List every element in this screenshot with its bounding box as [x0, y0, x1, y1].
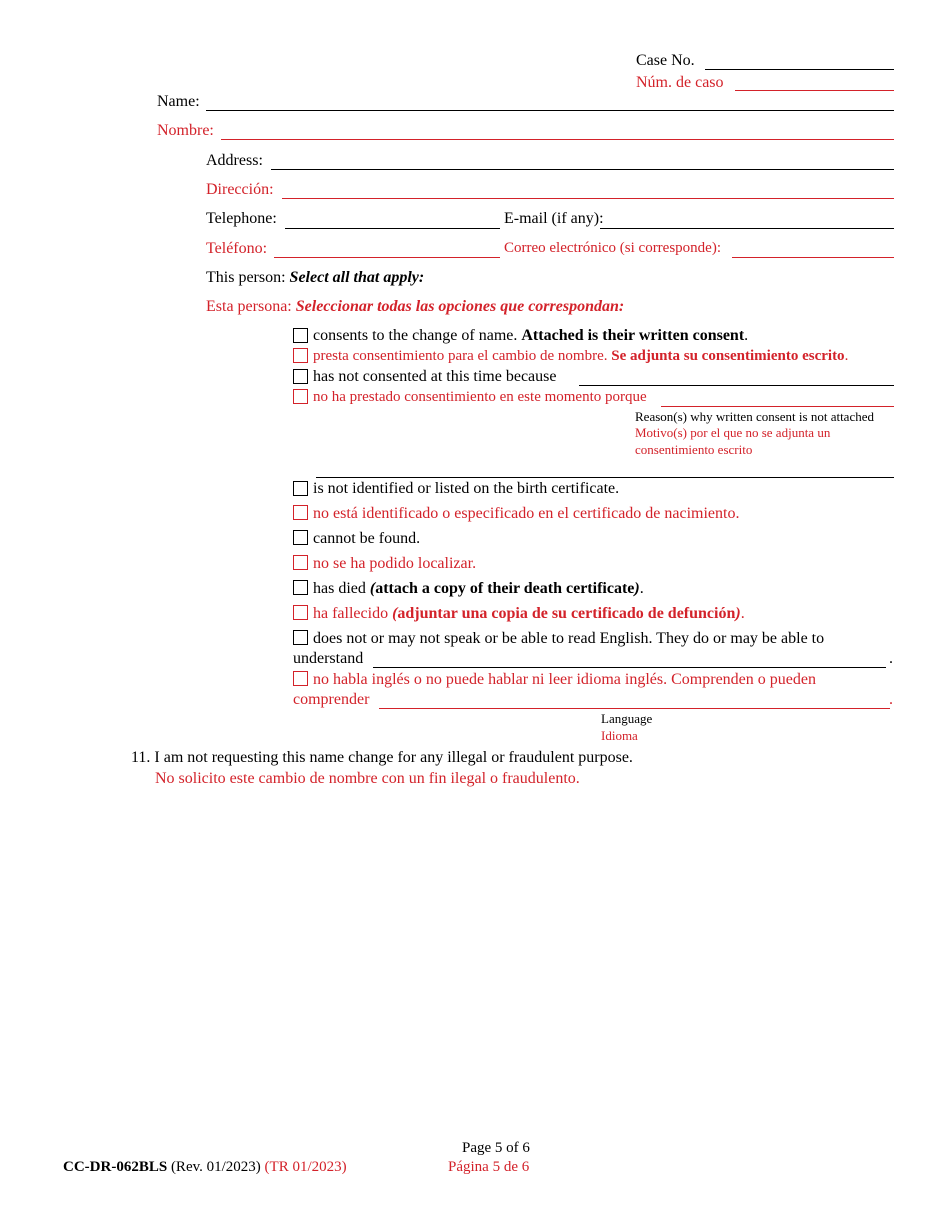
- not-consented-reason-field[interactable]: [579, 385, 894, 386]
- has-died-open-paren: (: [369, 580, 376, 597]
- not-consented-checkbox-es[interactable]: [293, 389, 308, 404]
- case-no-label-es: Núm. de caso: [636, 74, 724, 91]
- language-text-1: does not or may not speak or be able to read English. They do or may be able to: [313, 630, 825, 647]
- address-field[interactable]: [271, 169, 894, 170]
- name-label-es: Nombre:: [157, 122, 214, 139]
- telephone-label-es: Teléfono:: [206, 240, 268, 257]
- has-died-text-bold: attach a copy of their death certificate: [375, 580, 635, 597]
- consent-text-es: [313, 348, 848, 365]
- consent-text-es-bold: Se adjunta su consentimiento escrito: [611, 348, 845, 364]
- form-id: CC-DR-062BLS: [63, 1159, 168, 1175]
- name-field-es[interactable]: [221, 139, 894, 140]
- reason-caption-es-2: consentimiento escrito: [635, 442, 753, 457]
- email-label: E-mail (if any):: [504, 210, 604, 227]
- address-label-es: Dirección:: [206, 181, 274, 198]
- has-died-text-plain: has died: [313, 580, 366, 597]
- consent-text-es-end: .: [844, 348, 849, 364]
- language-field[interactable]: [373, 667, 886, 668]
- item-11-number: 11.: [131, 749, 151, 766]
- select-all-instruction-es: Seleccionar todas las opciones que correspondan:: [295, 298, 625, 315]
- has-died-es-end: .: [740, 605, 745, 622]
- has-died-text-es-plain: ha fallecido: [313, 605, 389, 622]
- has-died-checkbox[interactable]: [293, 580, 308, 595]
- not-consented-text: has not consented at this time because: [313, 368, 557, 385]
- cannot-be-found-text-es: no se ha podido localizar.: [313, 555, 477, 572]
- has-died-es-open-paren: (: [392, 605, 398, 622]
- this-person-heading: [206, 269, 424, 287]
- address-field-es[interactable]: [282, 198, 894, 199]
- telephone-label: Telephone:: [206, 210, 277, 227]
- reason-caption-es-1: Motivo(s) por el que no se adjunta un: [635, 425, 831, 440]
- telephone-field[interactable]: [285, 228, 500, 229]
- page-number-es: Página 5 de 6: [448, 1159, 530, 1175]
- language-text-2: understand: [293, 650, 364, 667]
- cannot-be-found-text: cannot be found.: [313, 530, 421, 547]
- not-identified-checkbox-es[interactable]: [293, 505, 308, 520]
- consent-text-plain: consents to the change of name.: [313, 327, 518, 344]
- form-translation-revision: (TR 01/2023): [264, 1159, 347, 1175]
- case-no-label: Case No.: [636, 52, 695, 69]
- not-identified-text-es: no está identificado o especificado en el certificado de nacimiento.: [313, 505, 740, 522]
- page-number: Page 5 of 6: [462, 1140, 530, 1156]
- not-identified-checkbox[interactable]: [293, 481, 308, 496]
- not-consented-reason-field-es[interactable]: [661, 406, 894, 407]
- has-died-es-close-paren: ): [735, 605, 741, 622]
- consent-text: [313, 327, 748, 345]
- consent-text-end: .: [744, 327, 749, 344]
- email-field[interactable]: [600, 228, 894, 229]
- language-caption-es: Idioma: [601, 728, 638, 743]
- address-label: Address:: [206, 152, 263, 169]
- form-revision: (Rev. 01/2023): [170, 1159, 261, 1175]
- item-11-text: I am not requesting this name change for any illegal or fraudulent purpose.: [154, 749, 633, 766]
- this-person-label: This person:: [206, 269, 286, 286]
- item-11-text-es: No solicito este cambio de nombre con un fin ilegal o fraudulento.: [155, 770, 580, 787]
- this-person-heading-es: [206, 298, 624, 316]
- name-field[interactable]: [206, 110, 894, 111]
- language-caption: Language: [601, 711, 653, 726]
- email-label-es: Correo electrónico (si corresponde):: [504, 240, 721, 256]
- consent-checkbox[interactable]: [293, 328, 308, 343]
- language-text-es-2: comprender: [293, 691, 370, 708]
- language-field-es[interactable]: [379, 708, 890, 709]
- has-died-end: .: [639, 580, 644, 597]
- not-identified-text: is not identified or listed on the birth certificate.: [313, 480, 620, 497]
- consent-checkbox-es[interactable]: [293, 348, 308, 363]
- case-no-field[interactable]: [705, 69, 894, 70]
- this-person-label-es: Esta persona:: [206, 298, 292, 315]
- reason-caption: Reason(s) why written consent is not attached: [635, 409, 874, 424]
- form-id-line: [63, 1159, 347, 1176]
- case-no-field-es[interactable]: [735, 90, 894, 91]
- has-died-text-es-bold: adjuntar una copia de su certificado de defunción: [397, 605, 736, 622]
- consent-text-es-plain: presta consentimiento para el cambio de nombre.: [313, 348, 608, 364]
- reason-extra-line[interactable]: [316, 477, 894, 478]
- has-died-checkbox-es[interactable]: [293, 605, 308, 620]
- language-checkbox[interactable]: [293, 630, 308, 645]
- language-checkbox-es[interactable]: [293, 671, 308, 686]
- not-consented-checkbox[interactable]: [293, 369, 308, 384]
- cannot-be-found-checkbox[interactable]: [293, 530, 308, 545]
- consent-text-bold: Attached is their written consent: [521, 327, 745, 344]
- telephone-field-es[interactable]: [274, 257, 500, 258]
- has-died-text: [313, 580, 644, 598]
- cannot-be-found-checkbox-es[interactable]: [293, 555, 308, 570]
- language-text-es-1: no habla inglés o no puede hablar ni leer idioma inglés. Comprenden o pueden: [313, 671, 816, 688]
- select-all-instruction: Select all that apply:: [289, 269, 425, 286]
- language-text-end: .: [889, 650, 893, 667]
- has-died-text-es: [313, 605, 745, 623]
- email-field-es[interactable]: [732, 257, 894, 258]
- language-text-es-end: .: [889, 691, 893, 708]
- item-11: [131, 749, 633, 767]
- name-label: Name:: [157, 93, 200, 110]
- not-consented-text-es: no ha prestado consentimiento en este momento porque: [313, 389, 647, 405]
- has-died-close-paren: ): [634, 580, 640, 597]
